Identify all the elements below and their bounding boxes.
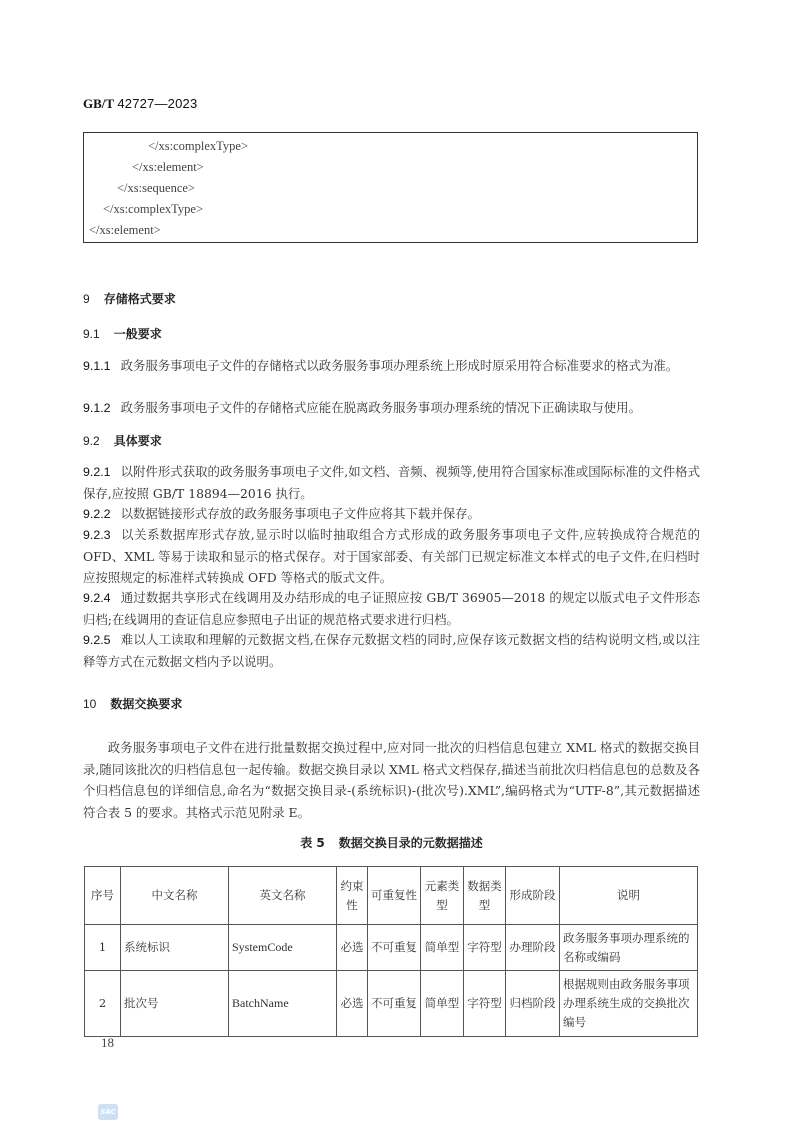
page-number: 18 — [101, 1035, 114, 1050]
cell-cn-name: 批次号 — [121, 971, 229, 1037]
cell-en-name: SystemCode — [229, 925, 337, 971]
metadata-table — [84, 866, 698, 1037]
section-heading-10 — [83, 695, 182, 712]
section-title: 具体要求 — [113, 434, 162, 448]
cell-stage: 归档阶段 — [506, 971, 560, 1037]
clause-9-1-2 — [83, 397, 700, 419]
standard-prefix: GB/T — [83, 96, 115, 111]
section-title: 数据交换要求 — [110, 697, 183, 711]
cell-element-type: 简单型 — [421, 971, 464, 1037]
cell-repeatability: 不可重复 — [368, 971, 421, 1037]
section-number: 9.2 — [83, 434, 100, 448]
cell-cn-name: 系统标识 — [121, 925, 229, 971]
clause-number: 9.2.4 — [83, 591, 111, 605]
cell-constraint: 必选 — [337, 971, 368, 1037]
clause-number: 9.2.5 — [83, 633, 111, 647]
section-title: 存储格式要求 — [103, 292, 176, 306]
cell-index: 2 — [85, 971, 121, 1037]
code-line: </xs:sequence> — [117, 181, 195, 195]
clause-number: 9.1.1 — [83, 359, 111, 373]
section-heading-9-2 — [83, 432, 162, 449]
clause-9-2-3 — [83, 524, 700, 588]
section-number: 9 — [83, 292, 90, 306]
col-header-constraint: 约束性 — [337, 867, 368, 925]
cell-repeatability: 不可重复 — [368, 925, 421, 971]
clause-text: 政务服务事项电子文件的存储格式以政务服务事项办理系统上形成时原采用符合标准要求的格式为准。 — [120, 358, 679, 373]
cell-stage: 办理阶段 — [506, 925, 560, 971]
cell-data-type: 字符型 — [464, 925, 506, 971]
col-header-en-name: 英文名称 — [229, 867, 337, 925]
code-line: </xs:complexType> — [148, 139, 249, 153]
clause-text: 政务服务事项电子文件的存储格式应能在脱离政务服务事项办理系统的情况下正确读取与使用。 — [120, 400, 641, 415]
code-line: </xs:element> — [132, 160, 204, 174]
clause-number: 9.2.3 — [83, 528, 111, 542]
clause-text: 难以人工读取和理解的元数据文档,在保存元数据文档的同时,应保存该元数据文档的结构说明文档,或以注释等方式在元数据文档内予以说明。 — [83, 632, 700, 669]
clause-9-1-1 — [83, 355, 700, 377]
section-10-body: 政务服务事项电子文件在进行批量数据交换过程中,应对同一批次的归档信息包建立 XML 格式的数据交换目录,随同该批次的归档信息包一起传输。数据交换目录以 XML 格式文档保存,描述当前批次归档信息包的总数及各个归档信息包的详细信息,命名为“数据交换目录-(系统标识)-(批次号).XML”,编码格式为“UTF-8”,其元数据描述符合表 5 的要求。其格式示范见附录 E。 — [83, 740, 700, 820]
clause-text: 以关系数据库形式存放,显示时以临时抽取组合方式形成的政务服务事项电子文件,应转换成符合规范的 OFD、XML 等易于读取和显示的格式保存。对于国家部委、有关部门已规定标准文本样式的电子文件,在归档时应按照规定的标准样式转换成 OFD 等格式的版式文件。 — [83, 527, 700, 585]
cell-constraint: 必选 — [337, 925, 368, 971]
table-label: 表 5 — [300, 836, 325, 850]
col-header-cn-name: 中文名称 — [121, 867, 229, 925]
clause-9-2-5 — [83, 629, 700, 672]
table-row — [85, 971, 698, 1037]
col-header-index: 序号 — [85, 867, 121, 925]
table-row — [85, 925, 698, 971]
cell-description: 根据规则由政务服务事项办理系统生成的交换批次编号 — [560, 971, 698, 1037]
table-title: 数据交换目录的元数据描述 — [338, 836, 483, 850]
clause-text: 以数据链接形式存放的政务服务事项电子文件应将其下载并保存。 — [120, 506, 480, 521]
col-header-description: 说明 — [560, 867, 698, 925]
code-line: </xs:complexType> — [103, 202, 204, 216]
cell-element-type: 简单型 — [421, 925, 464, 971]
section-title: 一般要求 — [113, 327, 162, 341]
clause-number: 9.2.1 — [83, 465, 111, 479]
col-header-stage: 形成阶段 — [506, 867, 560, 925]
col-header-element-type: 元素类型 — [421, 867, 464, 925]
clause-9-2-2 — [83, 503, 700, 525]
cell-data-type: 字符型 — [464, 971, 506, 1037]
section-number: 10 — [83, 697, 97, 711]
sac-logo-icon: SAC — [98, 1104, 118, 1120]
clause-number: 9.2.2 — [83, 507, 111, 521]
col-header-data-type: 数据类型 — [464, 867, 506, 925]
section-heading-9 — [83, 290, 176, 307]
clause-text: 通过数据共享形式在线调用及办结形成的电子证照应按 GB/T 36905—2018 的规定以版式电子文件形态归档;在线调用的查证信息应参照电子出证的规范格式要求进行归档。 — [83, 590, 700, 627]
section-number: 9.1 — [83, 327, 100, 341]
cell-en-name: BatchName — [229, 971, 337, 1037]
standard-number: 42727—2023 — [117, 96, 198, 111]
cell-index: 1 — [85, 925, 121, 971]
standard-header — [83, 96, 197, 112]
table-caption — [83, 834, 700, 851]
clause-9-2-1 — [83, 461, 700, 504]
clause-9-2-4 — [83, 587, 700, 630]
col-header-repeatability: 可重复性 — [368, 867, 421, 925]
clause-text: 以附件形式获取的政务服务事项电子文件,如文档、音频、视频等,使用符合国家标准或国际标准的文件格式保存,应按照 GB/T 18894—2016 执行。 — [83, 464, 700, 501]
clause-number: 9.1.2 — [83, 401, 111, 415]
table-header-row — [85, 867, 698, 925]
section-heading-9-1 — [83, 325, 162, 342]
cell-description: 政务服务事项办理系统的名称或编码 — [560, 925, 698, 971]
code-line: </xs:element> — [89, 223, 161, 237]
xml-code-block — [83, 132, 698, 243]
